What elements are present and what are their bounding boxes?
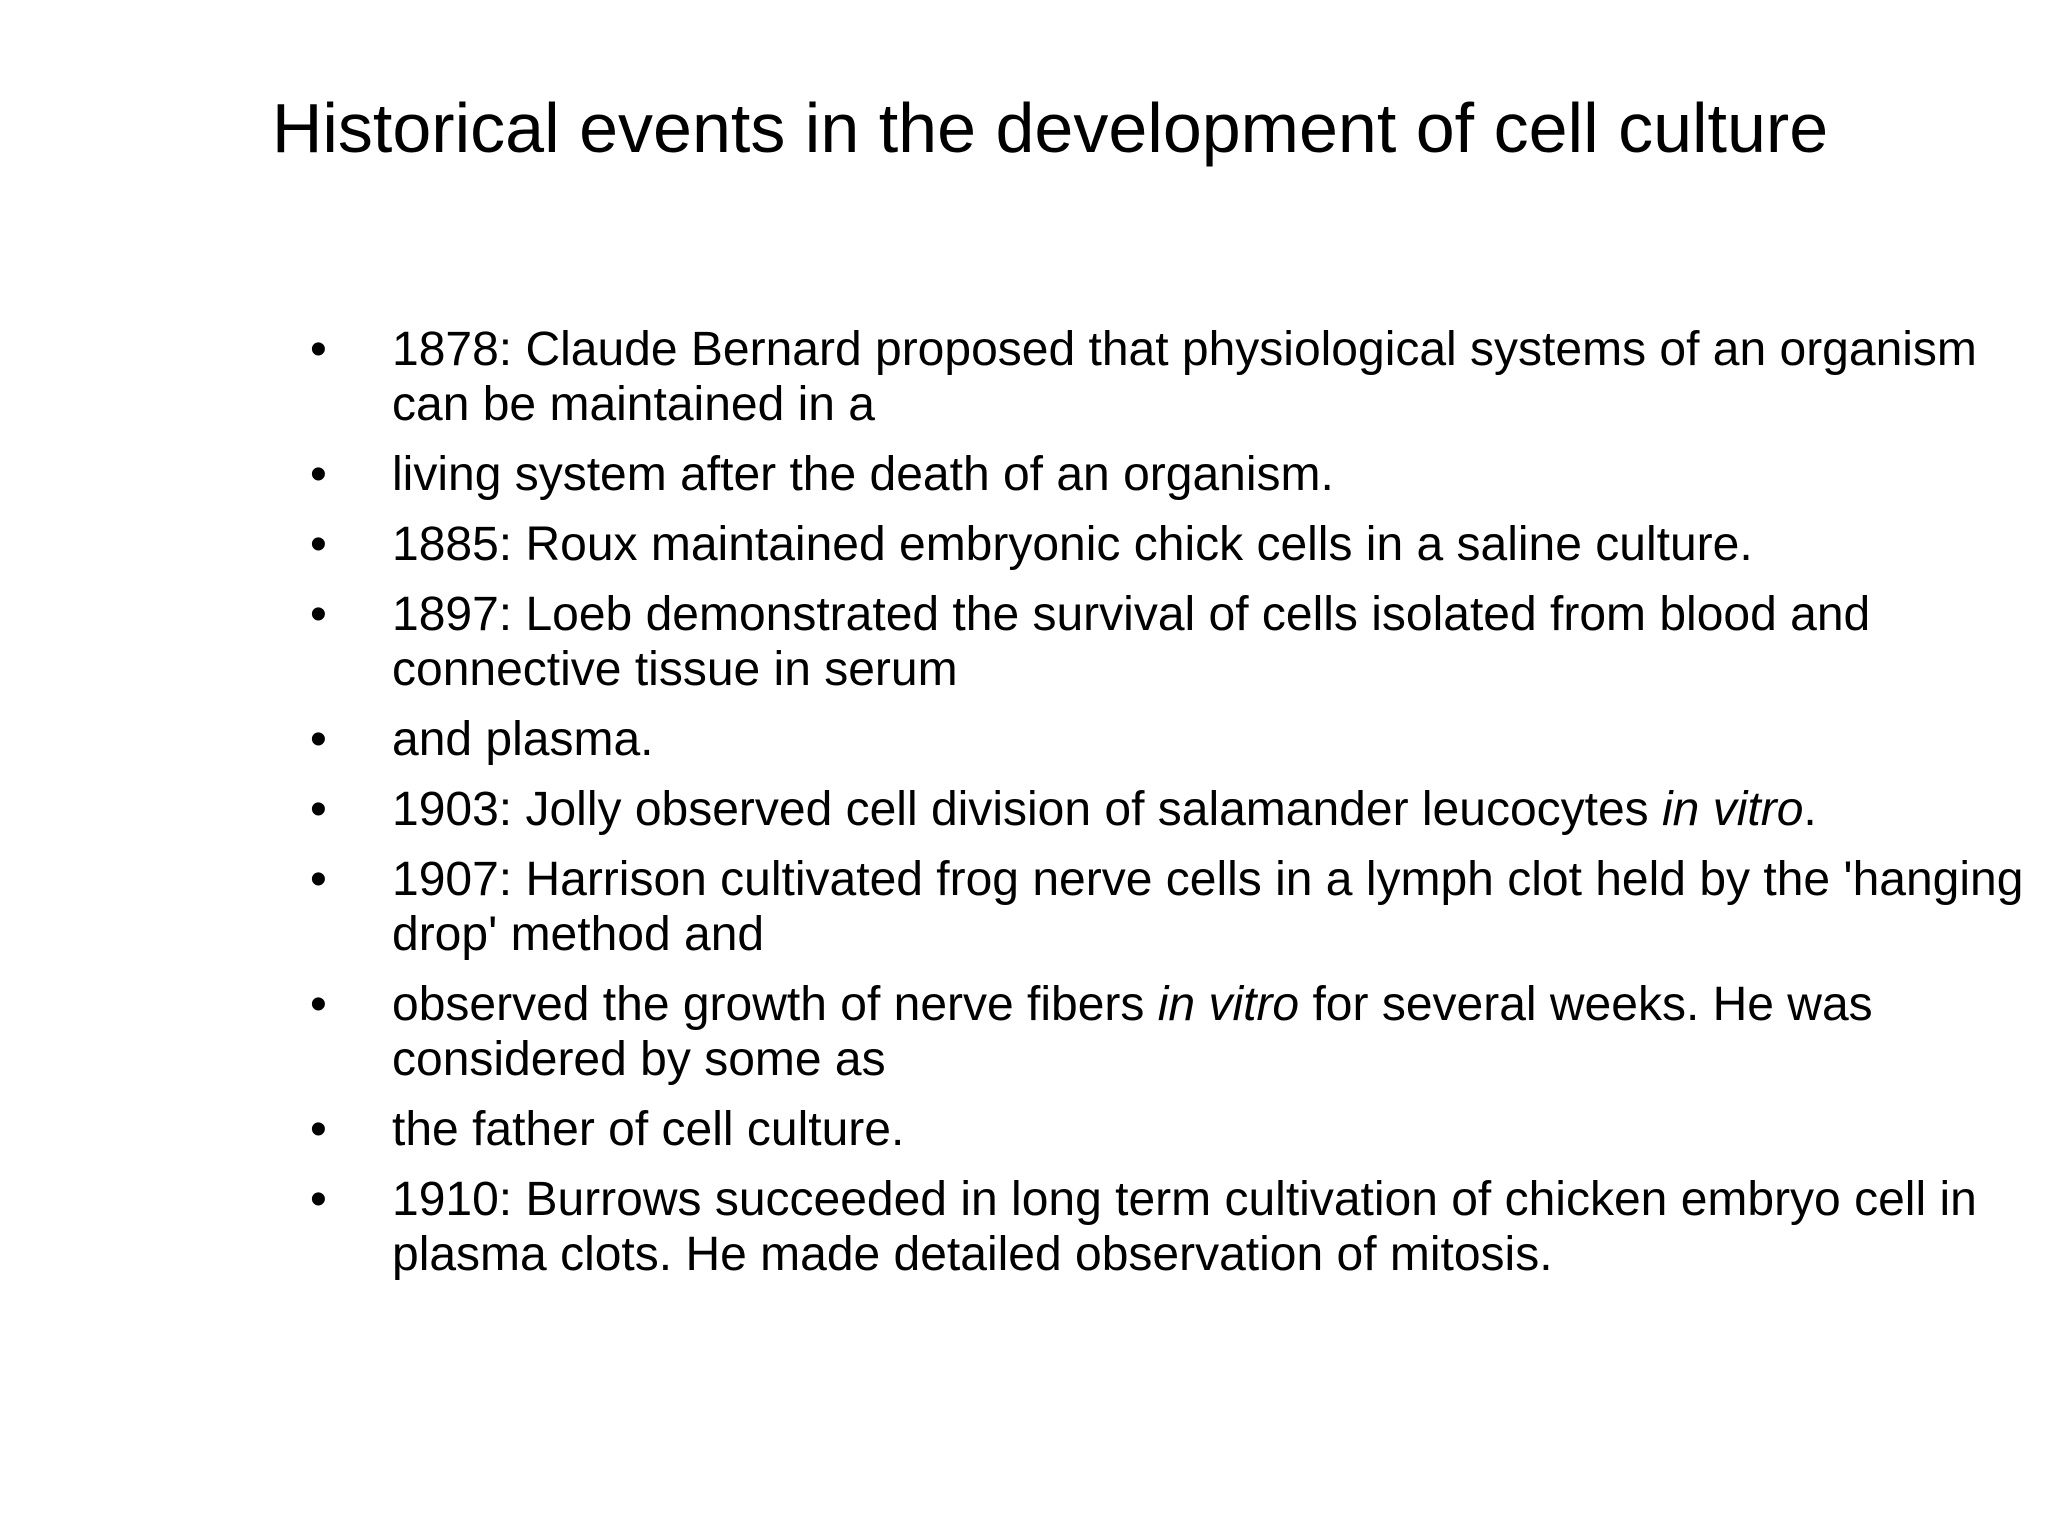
bullet-item [310,322,2030,432]
bullet-item [310,1172,2030,1282]
bullet-item [310,977,2030,1087]
bullet-item [310,712,2030,767]
slide-title: Historical events in the development of cell culture [271,89,1829,167]
bullet-item [310,1102,2030,1157]
bullet-dot-icon: • [310,783,327,836]
bullet-text [392,588,1870,696]
text-segment: 1910: Burrows succeeded in long term cultivation of chicken embryo cell in plasma clots. He made detailed observation of mitosis. [392,1173,1977,1281]
bullet-dot-icon: • [310,518,327,571]
bullet-text [392,323,1977,431]
text-segment: 1903: Jolly observed cell division of salamander leucocytes [392,783,1663,836]
bullet-dot-icon: • [310,713,327,766]
bullet-text [392,978,1873,1086]
bullet-text [392,1173,1977,1281]
bullet-item [310,782,2030,837]
text-segment: for several weeks. He was considered by some as [392,978,1873,1086]
text-segment: living system after the death of an organism. [392,448,1334,501]
bullet-dot-icon: • [310,978,327,1031]
bullet-list [310,322,2030,1297]
text-segment: 1878: Claude Bernard proposed that physiological systems of an organism can be maintained in a [392,323,1977,431]
text-segment: 1907: Harrison cultivated frog nerve cells in a lymph clot held by the 'hanging drop' method and [392,853,2024,961]
bullet-dot-icon: • [310,1103,327,1156]
bullet-item [310,587,2030,697]
text-segment: 1897: Loeb demonstrated the survival of cells isolated from blood and connective tissue in serum [392,588,1871,696]
bullet-item [310,517,2030,572]
bullet-dot-icon: • [310,1173,327,1226]
bullet-dot-icon: • [310,323,327,376]
text-segment: 1885: Roux maintained embryonic chick cells in a saline culture. [392,518,1753,571]
italic-text-segment: in vitro [1157,978,1300,1031]
text-segment: and plasma. [392,713,654,766]
bullet-item [310,447,2030,502]
bullet-dot-icon: • [310,853,327,906]
bullet-text [392,853,2023,961]
bullet-text [392,518,1753,571]
bullet-text [392,713,654,766]
text-segment: . [1803,783,1817,836]
bullet-text [392,1103,904,1156]
bullet-dot-icon: • [310,588,327,641]
bullet-item [310,852,2030,962]
bullet-text [392,448,1334,501]
bullet-text [392,783,1817,836]
text-segment: observed the growth of nerve fibers [392,978,1158,1031]
italic-text-segment: in vitro [1662,783,1804,836]
text-segment: the father of cell culture. [392,1103,905,1156]
bullet-dot-icon: • [310,448,327,501]
